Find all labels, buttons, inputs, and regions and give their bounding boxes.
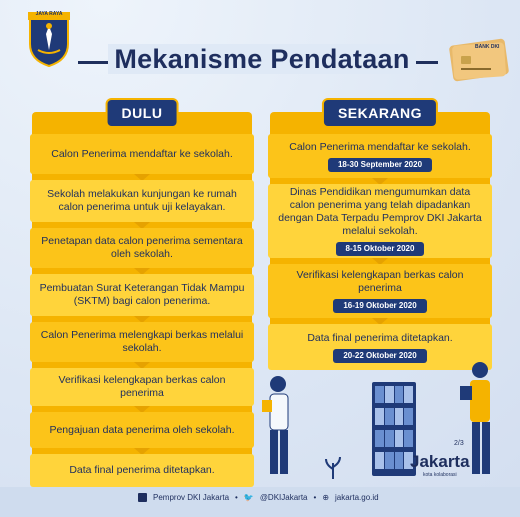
dulu-step-6: Verifikasi kelengkapan berkas calon penerima (30, 368, 254, 406)
dulu-step-2: Sekolah melakukan kunjungan ke rumah calon penerima untuk uji kelayakan. (30, 180, 254, 222)
sekarang-step-4: Data final penerima ditetapkan. 20-22 Oktober 2020 (268, 324, 492, 370)
card-label: BANK DKI (475, 44, 500, 50)
dulu-step-3: Penetapan data calon penerima sementara oleh sekolah. (30, 228, 254, 268)
step-date: 8-15 Oktober 2020 (336, 242, 425, 256)
jakarta-emblem-icon (26, 10, 72, 68)
footer-facebook[interactable]: Pemprov DKI Jakarta (153, 493, 230, 502)
twitter-icon: 🐦 (243, 493, 254, 502)
dulu-step-7: Pengajuan data penerima oleh sekolah. (30, 412, 254, 448)
footer-links (138, 493, 379, 502)
step-date: 16-19 Oktober 2020 (333, 299, 426, 313)
separator: • (235, 493, 238, 502)
sekarang-step-3: Verifikasi kelengkapan berkas calon penerima 16-19 Oktober 2020 (268, 264, 492, 318)
web-icon: ⊕ (322, 493, 330, 502)
step-date: 18-30 September 2020 (328, 158, 432, 172)
dulu-step-5: Calon Penerima melengkapi berkas melalui sekolah. (30, 322, 254, 362)
brand-tagline: kota kolaborasi (423, 472, 457, 478)
facebook-icon (138, 493, 147, 502)
step-date: 20-22 Oktober 2020 (333, 349, 426, 363)
sekarang-step-2: Dinas Pendidikan mengumumkan data calon penerima yang telah dipadankan dengan Data Terpadu Pemprov DKI Jakarta melalui sekolah. 8-15 Oktober 2020 (268, 184, 492, 258)
footer-website[interactable]: jakarta.go.id (335, 493, 379, 502)
sekarang-step-1: Calon Penerima mendaftar ke sekolah. 18-30 September 2020 (268, 134, 492, 178)
reading-woman-illustration (246, 372, 306, 484)
footer-social[interactable]: @DKIJakarta (259, 493, 308, 502)
sekarang-header: SEKARANG (322, 98, 438, 128)
dulu-step-1: Calon Penerima mendaftar ke sekolah. (30, 134, 254, 174)
plant-icon (322, 455, 344, 479)
dulu-header: DULU (106, 98, 179, 128)
logo-text: JAYA RAYA (35, 11, 63, 17)
footer (0, 487, 520, 517)
separator: • (313, 493, 317, 502)
dulu-step-8: Data final penerima ditetapkan. (30, 454, 254, 487)
page-title: Mekanisme Pendataan (92, 44, 432, 75)
bank-card-icon (447, 32, 511, 90)
jakarta-brand-logo: Jakarta (410, 452, 470, 471)
page-indicator: 2/3 (454, 440, 464, 447)
dulu-step-4: Pembuatan Surat Keterangan Tidak Mampu (SKTM) bagi calon penerima. (30, 274, 254, 316)
